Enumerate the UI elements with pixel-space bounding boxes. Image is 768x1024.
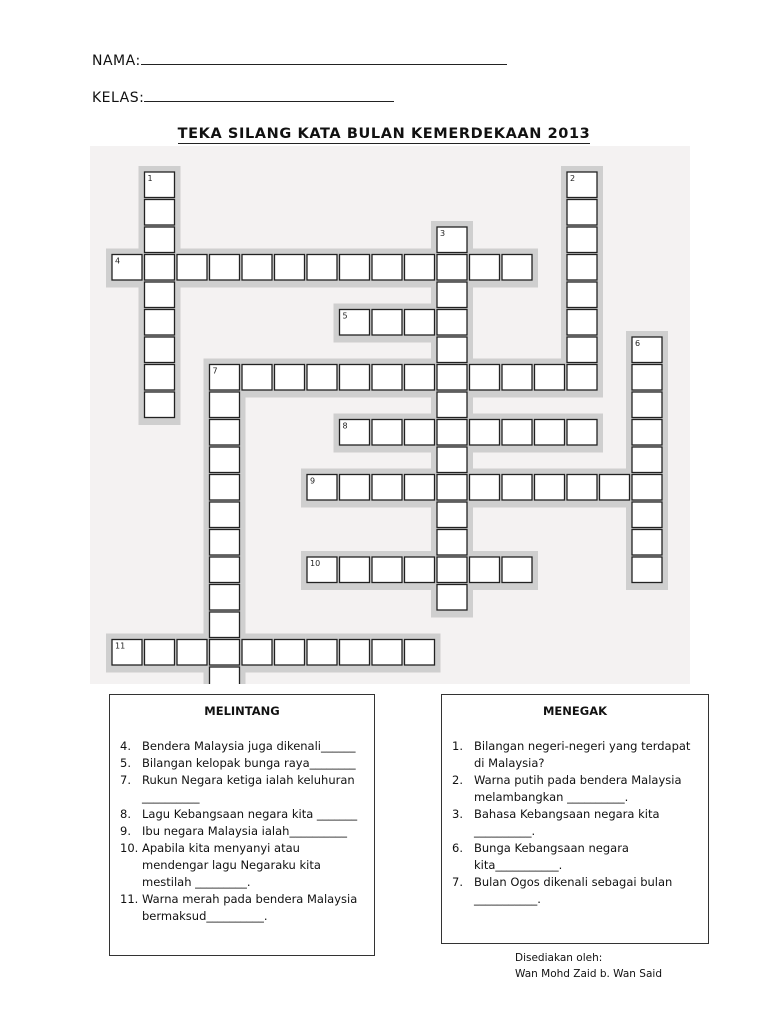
kelas-label: KELAS: — [92, 90, 145, 106]
menegak-heading: MENEGAK — [542, 704, 608, 718]
crossword-cell — [600, 475, 630, 501]
clue-text-line: Apabila kita menyanyi atau — [142, 841, 300, 855]
crossword-cell — [470, 557, 500, 583]
crossword-cell — [502, 475, 532, 501]
crossword-cell — [437, 337, 467, 363]
crossword-cell — [632, 530, 662, 556]
clue-text-line: melambangkan __________. — [474, 790, 629, 804]
crossword-cell — [567, 475, 597, 501]
crossword-cell — [372, 310, 402, 336]
crossword-cell — [405, 255, 435, 281]
crossword-cell — [242, 255, 272, 281]
crossword-cell — [210, 502, 240, 528]
crossword-cell — [437, 282, 467, 308]
kelas-field — [92, 89, 394, 106]
crossword-cell — [502, 420, 532, 446]
menegak-clue-6 — [452, 840, 698, 874]
crossword-cell — [437, 447, 467, 473]
clue-text-line: __________. — [474, 824, 536, 838]
crossword-cell — [437, 310, 467, 336]
crossword-cell — [307, 640, 337, 666]
crossword-cell — [567, 365, 597, 391]
page-title: TEKA SILANG KATA BULAN KEMERDEKAAN 2013 — [177, 126, 591, 142]
crossword-cell — [145, 282, 175, 308]
nama-blank-line[interactable] — [141, 52, 507, 65]
crossword-cell — [145, 255, 175, 281]
clue-text-line: Bendera Malaysia juga dikenali______ — [142, 739, 356, 753]
clue-number: 2. — [452, 773, 463, 787]
clue-text-line: mendengar lagu Negaraku kita — [142, 858, 321, 872]
crossword-cell — [275, 255, 305, 281]
clue-text-line: __________ — [142, 790, 200, 804]
crossword-cell — [502, 365, 532, 391]
clue-number-label: 8 — [342, 421, 348, 431]
crossword-cell — [340, 255, 370, 281]
menegak-box — [441, 694, 709, 944]
clue-number-label: 11 — [115, 641, 126, 651]
crossword-cell — [502, 557, 532, 583]
crossword-cell — [372, 475, 402, 501]
crossword-cell — [340, 640, 370, 666]
crossword-cell — [535, 475, 565, 501]
melintang-clue-10 — [120, 840, 364, 891]
melintang-clue-8 — [120, 806, 364, 823]
clue-text-line: Bunga Kebangsaan negara — [474, 841, 629, 855]
crossword-grid — [90, 146, 690, 684]
crossword-cell — [210, 447, 240, 473]
crossword-cell — [437, 420, 467, 446]
clue-number-label: 2 — [570, 174, 576, 183]
kelas-blank-line[interactable] — [144, 89, 394, 102]
melintang-clue-4 — [120, 738, 364, 755]
crossword-cell — [145, 310, 175, 336]
clue-text-line: mestilah _________. — [142, 875, 251, 889]
clue-text-line: Rukun Negara ketiga ialah keluhuran — [142, 773, 355, 787]
menegak-clue-list — [452, 738, 698, 908]
crossword-cell — [372, 255, 402, 281]
clue-number: 7. — [120, 773, 131, 787]
crossword-cell — [437, 502, 467, 528]
melintang-box — [109, 694, 375, 956]
crossword-cell — [632, 502, 662, 528]
crossword-cell — [275, 640, 305, 666]
crossword-cell — [242, 365, 272, 391]
crossword-cell — [470, 475, 500, 501]
crossword-cell — [210, 585, 240, 611]
clue-number-label: 3 — [440, 229, 446, 238]
crossword-cell — [307, 365, 337, 391]
clue-text-line: Warna putih pada bendera Malaysia — [474, 773, 682, 787]
clue-number: 11. — [120, 892, 139, 906]
crossword-cell — [372, 365, 402, 391]
clue-text-line: Ibu negara Malaysia ialah__________ — [142, 824, 347, 838]
clue-number: 6. — [452, 841, 463, 855]
crossword-cell — [437, 255, 467, 281]
credit-label: Disediakan oleh: — [515, 952, 603, 964]
crossword-cell — [437, 392, 467, 418]
clue-number: 5. — [120, 756, 131, 770]
crossword-cell — [437, 475, 467, 501]
crossword-cell — [145, 337, 175, 363]
crossword-cell — [405, 310, 435, 336]
menegak-clue-2 — [452, 772, 698, 806]
crossword-cell — [470, 255, 500, 281]
crossword-cell — [632, 447, 662, 473]
crossword-cell — [535, 365, 565, 391]
clue-number-label: 4 — [115, 256, 121, 266]
crossword-cell — [502, 255, 532, 281]
crossword-cell — [372, 557, 402, 583]
menegak-clue-1 — [452, 738, 698, 772]
crossword-cell — [372, 640, 402, 666]
crossword-cell — [145, 227, 175, 253]
crossword-cell — [210, 420, 240, 446]
melintang-clue-11 — [120, 891, 364, 925]
crossword-cell — [372, 420, 402, 446]
clue-text-line: Warna merah pada bendera Malaysia — [142, 892, 358, 906]
crossword-cell — [340, 557, 370, 583]
crossword-cell — [210, 475, 240, 501]
nama-label: NAMA: — [92, 53, 141, 69]
clue-number-label: 5 — [342, 311, 348, 321]
clue-text-line: Bilangan kelopak bunga raya________ — [142, 756, 356, 770]
crossword-cell — [437, 585, 467, 611]
menegak-clue-3 — [452, 806, 698, 840]
crossword-cell — [210, 392, 240, 418]
crossword-cell — [405, 640, 435, 666]
crossword-cell — [567, 255, 597, 281]
credit-author: Wan Mohd Zaid b. Wan Said — [515, 968, 662, 980]
crossword-cell — [340, 365, 370, 391]
crossword-cell — [437, 557, 467, 583]
crossword-cell — [210, 557, 240, 583]
clue-text-line: bermaksud__________. — [142, 909, 268, 923]
crossword-cell — [632, 557, 662, 583]
crossword-cell — [632, 365, 662, 391]
crossword-cell — [210, 667, 240, 684]
melintang-heading: MELINTANG — [204, 704, 280, 718]
clue-number: 1. — [452, 739, 463, 753]
melintang-clue-9 — [120, 823, 364, 840]
clue-number: 9. — [120, 824, 131, 838]
clue-number-label: 1 — [147, 174, 153, 183]
crossword-cell — [210, 255, 240, 281]
crossword-cell — [632, 475, 662, 501]
clue-number: 8. — [120, 807, 131, 821]
crossword-cell — [405, 557, 435, 583]
crossword-cell — [210, 612, 240, 638]
crossword-cell — [437, 530, 467, 556]
crossword-cell — [567, 310, 597, 336]
crossword-cell — [145, 365, 175, 391]
clue-number-label: 6 — [635, 339, 641, 348]
crossword-cell — [340, 475, 370, 501]
crossword-cell — [177, 255, 207, 281]
clue-number-label: 10 — [310, 559, 321, 568]
crossword-cell — [145, 392, 175, 418]
clue-number-label: 7 — [212, 366, 218, 376]
crossword-cell — [405, 475, 435, 501]
crossword-cell — [535, 420, 565, 446]
clue-text-line: Bahasa Kebangsaan negara kita — [474, 807, 660, 821]
crossword-svg — [90, 146, 690, 684]
crossword-cell — [145, 640, 175, 666]
crossword-cell — [632, 420, 662, 446]
clue-text-line: Lagu Kebangsaan negara kita _______ — [142, 807, 358, 821]
melintang-clue-list — [120, 738, 364, 925]
menegak-clue-7 — [452, 874, 698, 908]
crossword-cell — [275, 365, 305, 391]
clue-number: 10. — [120, 841, 139, 855]
crossword-cell — [632, 392, 662, 418]
crossword-cell — [437, 365, 467, 391]
crossword-cell — [242, 640, 272, 666]
clue-number: 7. — [452, 875, 463, 889]
melintang-clue-5 — [120, 755, 364, 772]
clue-text-line: kita___________. — [474, 858, 563, 872]
crossword-cell — [307, 255, 337, 281]
melintang-clue-7 — [120, 772, 364, 806]
crossword-cell — [145, 200, 175, 226]
clue-number: 3. — [452, 807, 463, 821]
crossword-cell — [210, 530, 240, 556]
crossword-cell — [567, 337, 597, 363]
crossword-cell — [567, 420, 597, 446]
crossword-cell — [567, 200, 597, 226]
crossword-cell — [177, 640, 207, 666]
crossword-cell — [567, 282, 597, 308]
clue-number-label: 9 — [310, 476, 316, 486]
clue-text-line: di Malaysia? — [474, 756, 545, 770]
clue-number: 4. — [120, 739, 131, 753]
clue-text-line: Bilangan negeri-negeri yang terdapat — [474, 739, 691, 753]
crossword-cell — [210, 640, 240, 666]
crossword-cell — [405, 420, 435, 446]
clue-text-line: Bulan Ogos dikenali sebagai bulan — [474, 875, 673, 889]
crossword-cell — [470, 420, 500, 446]
credit — [515, 950, 662, 982]
nama-field — [92, 52, 507, 69]
crossword-cell — [567, 227, 597, 253]
crossword-cell — [405, 365, 435, 391]
clue-text-line: ___________. — [474, 892, 541, 906]
crossword-cell — [470, 365, 500, 391]
